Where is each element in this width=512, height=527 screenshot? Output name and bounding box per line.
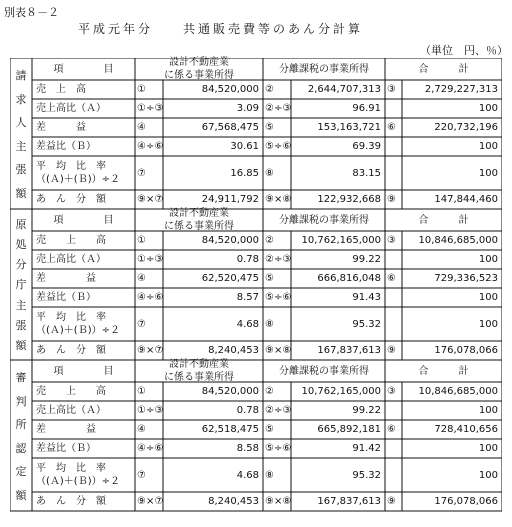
row-label: 差 益 bbox=[36, 424, 96, 435]
row-label-line: 平 均 比 率 bbox=[36, 312, 106, 323]
col1-marker: ①÷③ bbox=[137, 254, 164, 265]
col3-marker: ⑥ bbox=[387, 273, 396, 284]
side-label-char: 認 bbox=[15, 441, 27, 455]
col1-marker: ④ bbox=[137, 273, 146, 284]
side-label-char: 主 bbox=[15, 139, 27, 153]
header-col2: 分離課税の事業所得 bbox=[279, 63, 369, 75]
col3-value: 176,078,066 bbox=[434, 345, 498, 356]
side-label-char: 庁 bbox=[15, 278, 27, 292]
col2-marker: ② bbox=[265, 386, 274, 397]
col3-value: 100 bbox=[478, 469, 498, 481]
col2-value: 665,892,181 bbox=[317, 424, 381, 435]
col2-value: 99.22 bbox=[352, 254, 381, 265]
col2-value: 167,837,613 bbox=[317, 496, 381, 507]
col1-value: 16.85 bbox=[230, 167, 259, 179]
col1-marker: ④÷⑥ bbox=[137, 141, 164, 152]
col2-value: 91.43 bbox=[352, 292, 381, 303]
col3-value: 10,846,685,000 bbox=[418, 235, 498, 246]
col3-marker: ⑨ bbox=[387, 496, 396, 507]
col1-marker: ⑨×⑦ bbox=[137, 496, 164, 507]
col1-marker: ④÷⑥ bbox=[137, 443, 164, 454]
side-label-char: 分 bbox=[15, 258, 27, 272]
col3-marker: ⑥ bbox=[387, 424, 396, 435]
side-label-char: 原 bbox=[15, 218, 27, 231]
side-label-char: 主 bbox=[15, 298, 27, 312]
row-label: 売 上 高 bbox=[36, 235, 106, 246]
col3-value: 100 bbox=[478, 141, 498, 152]
row-label: 売上高比（Ａ） bbox=[36, 103, 106, 114]
header-col3: 合 計 bbox=[418, 365, 469, 377]
header-col1 bbox=[139, 358, 259, 384]
col2-value: 153,163,721 bbox=[317, 122, 381, 133]
col2-value: 83.15 bbox=[352, 167, 381, 179]
col3-value: 10,846,685,000 bbox=[418, 386, 498, 397]
col3-value: 100 bbox=[478, 405, 498, 416]
col3-value: 100 bbox=[478, 318, 498, 330]
col1-marker: ⑨×⑦ bbox=[137, 194, 164, 205]
header-col1-line: に係る事業所得 bbox=[164, 70, 234, 81]
document-title: 平成元年分 共通販売費等のあん分計算 bbox=[78, 22, 364, 36]
row-label: 売 上 高 bbox=[36, 84, 86, 95]
side-label-char: 処 bbox=[15, 238, 27, 252]
row-label: あ ん 分 額 bbox=[36, 194, 106, 205]
col3-value: 100 bbox=[478, 292, 498, 303]
header-item: 項 目 bbox=[53, 214, 114, 226]
col3-value: 100 bbox=[478, 167, 498, 179]
document-label: 別表８－２ bbox=[4, 6, 59, 19]
col3-marker: ③ bbox=[387, 235, 396, 246]
row-label bbox=[36, 160, 131, 186]
side-label-char: 額 bbox=[15, 338, 27, 352]
header-col1-line: に係る事業所得 bbox=[164, 221, 234, 232]
col2-value: 666,816,048 bbox=[317, 273, 381, 284]
col3-value: 176,078,066 bbox=[434, 496, 498, 507]
side-label-char: 額 bbox=[15, 186, 27, 200]
header-col1 bbox=[139, 56, 259, 82]
col2-marker: ②÷③ bbox=[265, 103, 292, 114]
col1-value: 4.68 bbox=[236, 318, 259, 330]
row-label: 差益比（Ｂ） bbox=[36, 292, 96, 303]
col3-value: 729,336,523 bbox=[434, 273, 498, 284]
col2-marker: ⑨×⑧ bbox=[265, 496, 292, 507]
col1-marker: ① bbox=[137, 84, 146, 95]
col2-value: 69.39 bbox=[352, 141, 381, 152]
row-label-line: （(Ａ)＋(Ｂ)）÷２ bbox=[36, 476, 120, 487]
side-label-char: 定 bbox=[15, 465, 27, 478]
col1-value: 8.57 bbox=[236, 292, 259, 303]
row-label: 差益比（Ｂ） bbox=[36, 443, 96, 454]
col2-marker: ⑨×⑧ bbox=[265, 345, 292, 356]
col3-value: 220,732,196 bbox=[434, 122, 498, 133]
header-col2: 分離課税の事業所得 bbox=[279, 214, 369, 226]
col1-marker: ① bbox=[137, 235, 146, 246]
side-label-char: 求 bbox=[15, 92, 27, 106]
col2-marker: ②÷③ bbox=[265, 254, 292, 265]
section-side-label bbox=[10, 64, 32, 205]
col1-marker: ⑦ bbox=[137, 469, 146, 481]
col3-marker: ⑨ bbox=[387, 194, 396, 205]
col2-value: 2,644,707,313 bbox=[307, 84, 381, 95]
header-col1-line: 設計不動産業 bbox=[169, 57, 229, 68]
section-side-label bbox=[10, 215, 32, 356]
col3-marker: ⑥ bbox=[387, 122, 396, 133]
side-label-char: 審 bbox=[15, 371, 27, 384]
col2-marker: ⑤ bbox=[265, 424, 274, 435]
side-label-char: 張 bbox=[15, 163, 27, 176]
col1-value: 84,520,000 bbox=[201, 386, 259, 397]
header-item: 項 目 bbox=[53, 63, 114, 75]
col2-marker: ⑤÷⑥ bbox=[265, 141, 292, 152]
col1-marker: ①÷③ bbox=[137, 405, 164, 416]
col2-value: 96.91 bbox=[352, 103, 381, 114]
col1-marker: ⑦ bbox=[137, 167, 146, 179]
header-col3: 合 計 bbox=[418, 214, 469, 226]
col1-value: 62,518,475 bbox=[201, 424, 259, 435]
row-label: あ ん 分 額 bbox=[36, 345, 106, 356]
col2-marker: ②÷③ bbox=[265, 405, 292, 416]
col1-value: 0.78 bbox=[236, 405, 259, 416]
col2-value: 10,762,165,000 bbox=[301, 235, 381, 246]
row-label: 差 益 bbox=[36, 122, 86, 133]
col1-value: 8,240,453 bbox=[208, 496, 259, 507]
col1-value: 84,520,000 bbox=[201, 235, 259, 246]
col2-value: 167,837,613 bbox=[317, 345, 381, 356]
col1-marker: ④ bbox=[137, 122, 146, 133]
col2-value: 91.42 bbox=[352, 443, 381, 454]
col3-value: 728,410,656 bbox=[434, 424, 498, 435]
header-col1-line: 設計不動産業 bbox=[169, 208, 229, 219]
col1-marker: ①÷③ bbox=[137, 103, 164, 114]
col1-value: 30.61 bbox=[230, 141, 259, 152]
col2-marker: ⑤ bbox=[265, 122, 274, 133]
col1-value: 4.68 bbox=[236, 469, 259, 481]
col2-marker: ⑤ bbox=[265, 273, 274, 284]
row-label: 売 上 高 bbox=[36, 386, 106, 397]
col2-marker: ⑧ bbox=[265, 318, 274, 330]
header-col1 bbox=[139, 207, 259, 233]
side-label-char: 判 bbox=[15, 394, 27, 408]
col2-marker: ⑧ bbox=[265, 167, 274, 179]
col3-value: 100 bbox=[478, 254, 498, 265]
col2-value: 122,932,668 bbox=[317, 194, 381, 205]
col3-marker: ③ bbox=[387, 84, 396, 95]
header-col1-line: 設計不動産業 bbox=[169, 359, 229, 370]
side-label-char: 張 bbox=[15, 318, 27, 332]
col1-value: 84,520,000 bbox=[201, 84, 259, 95]
side-label-char: 額 bbox=[15, 488, 27, 502]
col1-marker: ④ bbox=[137, 424, 146, 435]
col1-value: 24,911,792 bbox=[201, 194, 259, 205]
col1-value: 62,520,475 bbox=[201, 273, 259, 284]
header-col2: 分離課税の事業所得 bbox=[279, 365, 369, 377]
row-label: 差益比（Ｂ） bbox=[36, 141, 96, 152]
col1-value: 0.78 bbox=[236, 254, 259, 265]
header-col1-line: に係る事業所得 bbox=[164, 372, 234, 383]
col3-value: 147,844,460 bbox=[434, 194, 498, 205]
row-label bbox=[36, 311, 131, 337]
col2-marker: ⑤÷⑥ bbox=[265, 292, 292, 303]
row-label: 売上高比（Ａ） bbox=[36, 405, 106, 416]
row-label: あ ん 分 額 bbox=[36, 496, 106, 507]
row-label-line: （(Ａ)＋(Ｂ)）÷２ bbox=[36, 325, 120, 336]
col1-marker: ⑦ bbox=[137, 318, 146, 330]
row-label-line: （(Ａ)＋(Ｂ)）÷２ bbox=[36, 174, 120, 185]
col3-marker: ③ bbox=[387, 386, 396, 397]
side-label-char: 請 bbox=[15, 69, 27, 82]
col1-value: 67,568,475 bbox=[201, 122, 259, 133]
col1-value: 8.58 bbox=[236, 443, 259, 454]
col2-value: 10,762,165,000 bbox=[301, 386, 381, 397]
side-label-char: 所 bbox=[15, 418, 27, 431]
row-label bbox=[36, 462, 131, 488]
col2-value: 95.32 bbox=[352, 318, 381, 330]
col1-marker: ① bbox=[137, 386, 146, 397]
col2-value: 99.22 bbox=[352, 405, 381, 416]
header-item: 項 目 bbox=[53, 365, 114, 377]
col2-marker: ② bbox=[265, 235, 274, 246]
col1-value: 8,240,453 bbox=[208, 345, 259, 356]
col2-marker: ⑤÷⑥ bbox=[265, 443, 292, 454]
col3-value: 100 bbox=[478, 443, 498, 454]
header-col3: 合 計 bbox=[418, 63, 469, 75]
row-label-line: 平 均 比 率 bbox=[36, 161, 106, 172]
col1-marker: ⑨×⑦ bbox=[137, 345, 164, 356]
col2-value: 95.32 bbox=[352, 469, 381, 481]
col3-marker: ⑨ bbox=[387, 345, 396, 356]
row-label-line: 平 均 比 率 bbox=[36, 463, 106, 474]
section-side-label bbox=[10, 366, 32, 507]
col2-marker: ⑨×⑧ bbox=[265, 194, 292, 205]
unit-note: （単位 円、％） bbox=[420, 44, 508, 57]
col2-marker: ② bbox=[265, 84, 274, 95]
row-label: 差 益 bbox=[36, 273, 96, 284]
side-label-char: 人 bbox=[15, 116, 27, 129]
col2-marker: ⑧ bbox=[265, 469, 274, 481]
row-label: 売上高比（Ａ） bbox=[36, 254, 106, 265]
col1-value: 3.09 bbox=[236, 103, 259, 114]
col3-value: 2,729,227,313 bbox=[424, 84, 498, 95]
col1-marker: ④÷⑥ bbox=[137, 292, 164, 303]
col3-value: 100 bbox=[478, 103, 498, 114]
